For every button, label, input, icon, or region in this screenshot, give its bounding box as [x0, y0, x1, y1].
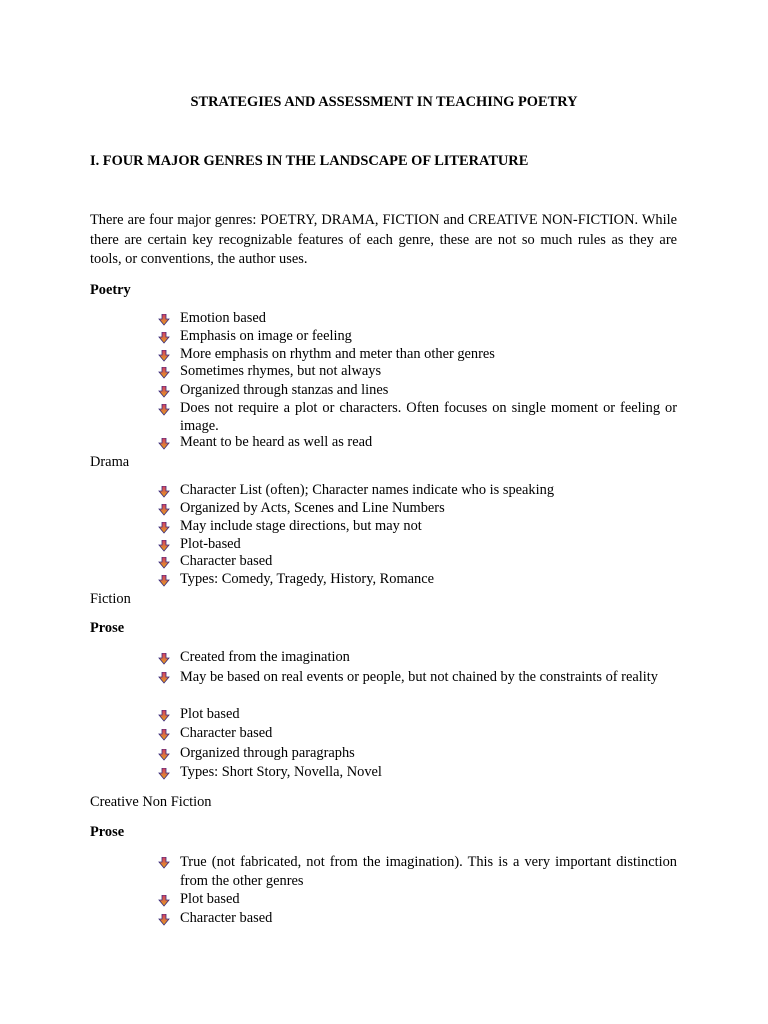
arrow-down-bullet-icon	[158, 437, 170, 449]
arrow-down-bullet-icon	[158, 503, 170, 515]
document-title: STRATEGIES AND ASSESSMENT IN TEACHING POETRY	[190, 94, 578, 110]
fiction-prose-label: Prose	[90, 620, 125, 636]
arrow-down-bullet-icon	[158, 349, 170, 361]
arrow-down-bullet-icon	[158, 556, 170, 568]
arrow-down-bullet-icon	[158, 728, 170, 740]
nonfiction-prose-label: Prose	[90, 824, 125, 840]
arrow-down-bullet-icon	[158, 313, 170, 325]
section-heading: I. FOUR MAJOR GENRES IN THE LANDSCAPE OF LITERATURE	[90, 153, 529, 169]
fiction-label: Fiction	[90, 591, 131, 607]
arrow-down-bullet-icon	[158, 709, 170, 721]
arrow-down-bullet-icon	[158, 403, 170, 415]
arrow-down-bullet-icon	[158, 652, 170, 664]
arrow-down-bullet-icon	[158, 894, 170, 906]
document-page: STRATEGIES AND ASSESSMENT IN TEACHING POETRY I. FOUR MAJOR GENRES IN THE LANDSCAPE OF LITERATURE There are four major genres: POETRY, DRAMA, FICTION and CREATIVE NON-FICTION. While there are certain key recognizable features of each genre, these are not so much rules as they are tools, or conventions, the author uses. Poetry Emotion based Emphasis on image or feeling More emphasis on rhythm and meter than other genres Sometimes rhymes, but not always Organized through stanzas and lines Does not require a plot or characters. Often focuses on single moment or feeling or image. Meant to be heard as well as read Drama Character List (often); Character names indicate who is speaking Organized by Acts, Scenes and Line Numbers May include stage directions, but may not Plot-based Character based Types: Comedy, Tragedy, History, Romance Fiction Prose Created from the imagination May be based on real events or people, but not chained by the constraints of reality Plot based Character based Organized through paragraphs Types: Short Story, Novella, Novel Creative Non Fiction Prose True (not fabricated, not from the imagination). This is a very important distinction from the other genres Plot based Character based	[0, 0, 768, 1024]
nonfiction-label: Creative Non Fiction	[90, 794, 212, 810]
intro-paragraph: There are four major genres: POETRY, DRAMA, FICTION and CREATIVE NON-FICTION. While there are certain key recognizable features of each genre, these are not so much rules as they are tools, or conventions, the author uses.	[90, 212, 677, 267]
arrow-down-bullet-icon	[158, 539, 170, 551]
drama-label: Drama	[90, 454, 130, 470]
arrow-down-bullet-icon	[158, 856, 170, 868]
arrow-down-bullet-icon	[158, 521, 170, 533]
arrow-down-bullet-icon	[158, 574, 170, 586]
arrow-down-bullet-icon	[158, 366, 170, 378]
poetry-label: Poetry	[90, 282, 131, 298]
arrow-down-bullet-icon	[158, 331, 170, 343]
arrow-down-bullet-icon	[158, 485, 170, 497]
arrow-down-bullet-icon	[158, 767, 170, 779]
arrow-down-bullet-icon	[158, 385, 170, 397]
arrow-down-bullet-icon	[158, 748, 170, 760]
arrow-down-bullet-icon	[158, 913, 170, 925]
arrow-down-bullet-icon	[158, 671, 170, 683]
